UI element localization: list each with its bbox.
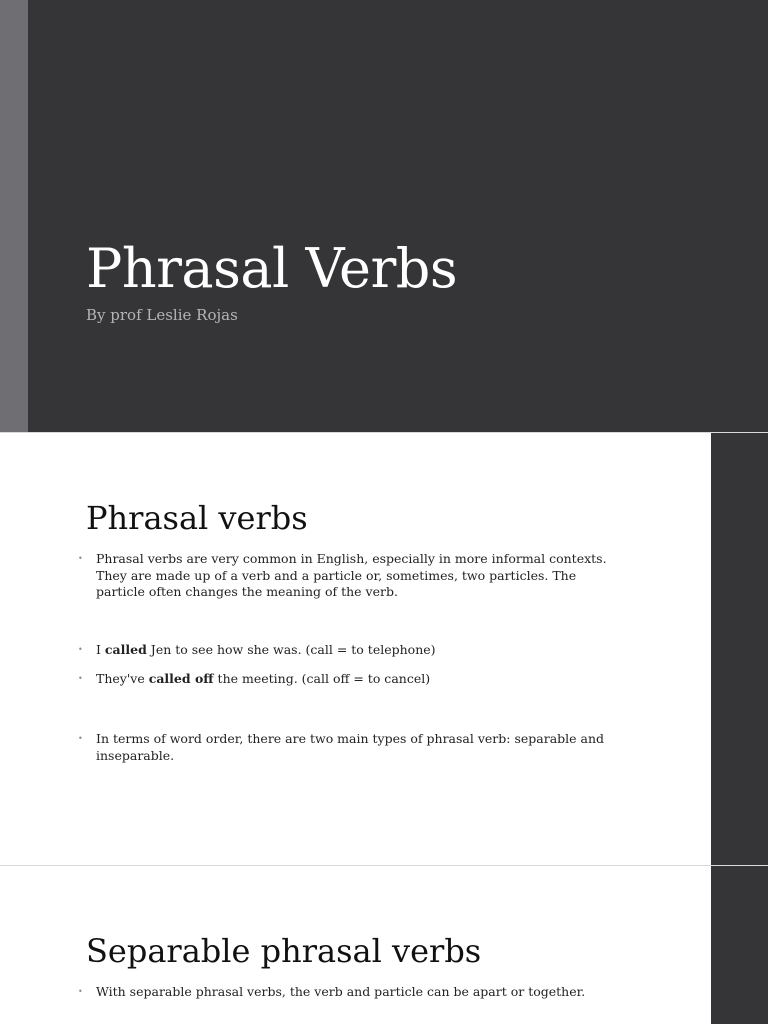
title-slide [0,0,768,432]
bullet-icon: • [78,734,83,743]
bullet-item [76,731,616,764]
bullet-item [76,642,616,659]
accent-stripe [0,0,28,432]
bullet-list [76,642,616,659]
bullet-text-suffix: Jen to see how she was. (call = to telephone) [146,642,436,657]
bullet-icon: • [78,645,83,654]
content-slide-phrasal-verbs [0,432,768,865]
bullet-icon: • [78,987,83,996]
side-accent-bar [711,866,768,1024]
bullet-item [76,551,616,601]
bullet-text-prefix: I [96,642,105,657]
bullet-list [76,731,616,764]
bullet-icon: • [78,674,83,683]
bullet-icon: • [78,554,83,563]
content-slide-separable-phrasal-verbs [0,865,768,1024]
bullet-text: With separable phrasal verbs, the verb and particle can be apart or together. [96,984,586,999]
bullet-item [76,671,616,688]
bullet-text: In terms of word order, there are two main types of phrasal verb: separable and inseparable. [96,731,605,763]
bullet-text-suffix: the meeting. (call off = to cancel) [213,671,431,686]
bullet-list [76,671,616,688]
slide-heading: Separable phrasal verbs [86,932,482,970]
bullet-text-prefix: They've [96,671,149,686]
bullet-text-emphasis: called [104,642,147,657]
side-accent-bar [711,433,768,865]
bullet-list [76,551,616,601]
bullet-item [76,984,616,1001]
bullet-text-emphasis: called off [148,671,214,686]
presentation-subtitle: By prof Leslie Rojas [86,306,238,324]
bullet-list [76,984,616,1001]
presentation-title: Phrasal Verbs [86,237,458,300]
slide-heading: Phrasal verbs [86,499,308,537]
bullet-text: Phrasal verbs are very common in English, especially in more informal contexts. They are made up of a verb and a particle or, sometimes, two particles. The particle often changes the meaning of the verb. [96,551,607,599]
